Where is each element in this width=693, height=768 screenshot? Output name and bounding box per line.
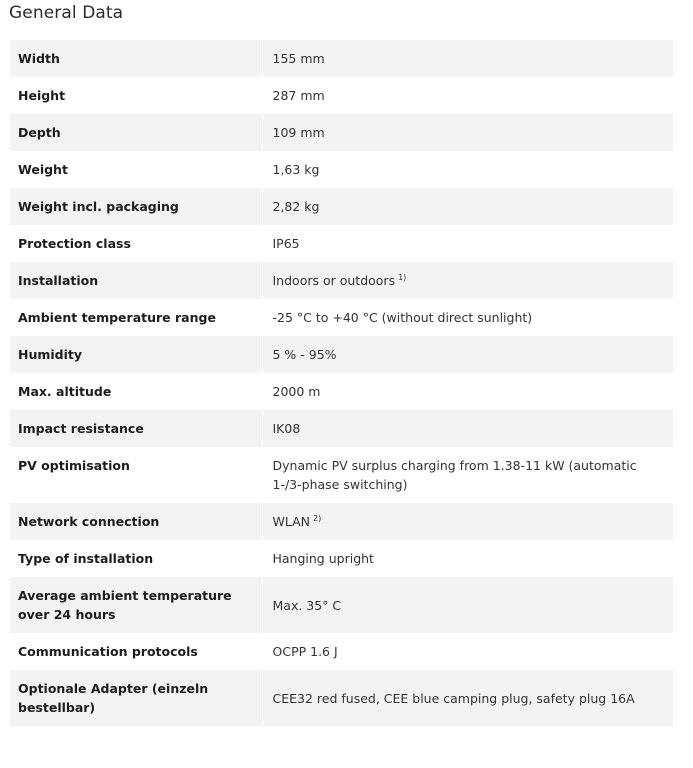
spec-value-height: 287 mm <box>272 88 325 103</box>
spec-label-impact-resistance: Impact resistance <box>10 410 262 447</box>
spec-value-weight: 1,63 kg <box>272 162 320 177</box>
table-row <box>10 373 673 410</box>
table-row <box>10 262 673 299</box>
table-row <box>10 633 673 670</box>
spec-label-humidity: Humidity <box>10 336 262 373</box>
spec-value-type-of-installation: Hanging upright <box>272 551 374 566</box>
spec-label-protection-class: Protection class <box>10 225 262 262</box>
table-row <box>10 336 673 373</box>
spec-label-width: Width <box>10 40 262 77</box>
table-row <box>10 77 673 114</box>
spec-label-type-of-installation: Type of installation <box>10 540 262 577</box>
spec-value-weight-packaging: 2,82 kg <box>272 199 320 214</box>
table-row <box>10 188 673 225</box>
spec-label-weight-packaging: Weight incl. packaging <box>10 188 262 225</box>
spec-label-network-connection: Network connection <box>10 503 262 540</box>
table-row <box>10 299 673 336</box>
table-row <box>10 114 673 151</box>
spec-table <box>10 40 673 726</box>
spec-value-humidity: 5 % - 95% <box>272 347 337 362</box>
table-row <box>10 447 673 503</box>
spec-label-depth: Depth <box>10 114 262 151</box>
table-row <box>10 503 673 540</box>
footnote-marker: 2) <box>313 513 322 523</box>
spec-value-average-ambient-temperature: Max. 35° C <box>272 597 342 613</box>
page-title: General Data <box>9 3 124 23</box>
spec-value-ambient-temperature: -25 °C to +40 °C (without direct sunlight) <box>272 310 533 325</box>
spec-value-optional-adapter: CEE32 red fused, CEE blue camping plug, safety plug 16A <box>272 690 635 706</box>
spec-label-pv-optimisation: PV optimisation <box>10 447 262 503</box>
footnote-marker: 1) <box>398 272 407 282</box>
spec-value-depth: 109 mm <box>272 125 325 140</box>
spec-value-protection-class: IP65 <box>272 236 300 251</box>
spec-label-optional-adapter: Optionale Adapter (einzeln bestellbar) <box>10 670 262 726</box>
spec-label-installation: Installation <box>10 262 262 299</box>
spec-value-network-connection: WLAN $^{2)}$ <box>272 513 322 529</box>
spec-value-installation: Indoors or outdoors $^{1)}$ <box>272 272 407 288</box>
table-row <box>10 40 673 77</box>
table-row <box>10 670 673 726</box>
spec-label-weight: Weight <box>10 151 262 188</box>
spec-value-pv-optimisation: Dynamic PV surplus charging from 1.38-11 kW (automatic 1-/3-phase switching) <box>272 458 637 492</box>
table-row <box>10 540 673 577</box>
spec-value-width: 155 mm <box>272 51 325 66</box>
spec-label-max-altitude: Max. altitude <box>10 373 262 410</box>
table-row <box>10 577 673 633</box>
spec-label-height: Height <box>10 77 262 114</box>
spec-label-communication-protocols: Communication protocols <box>10 633 262 670</box>
spec-value-max-altitude: 2000 m <box>272 384 321 399</box>
table-row <box>10 410 673 447</box>
spec-label-ambient-temperature: Ambient temperature range <box>10 299 262 336</box>
spec-label-average-ambient-temperature: Average ambient temperature over 24 hours <box>10 577 262 633</box>
spec-value-communication-protocols: OCPP 1.6 J <box>272 644 338 659</box>
table-row <box>10 151 673 188</box>
spec-value-impact-resistance: IK08 <box>272 421 301 436</box>
table-row <box>10 225 673 262</box>
